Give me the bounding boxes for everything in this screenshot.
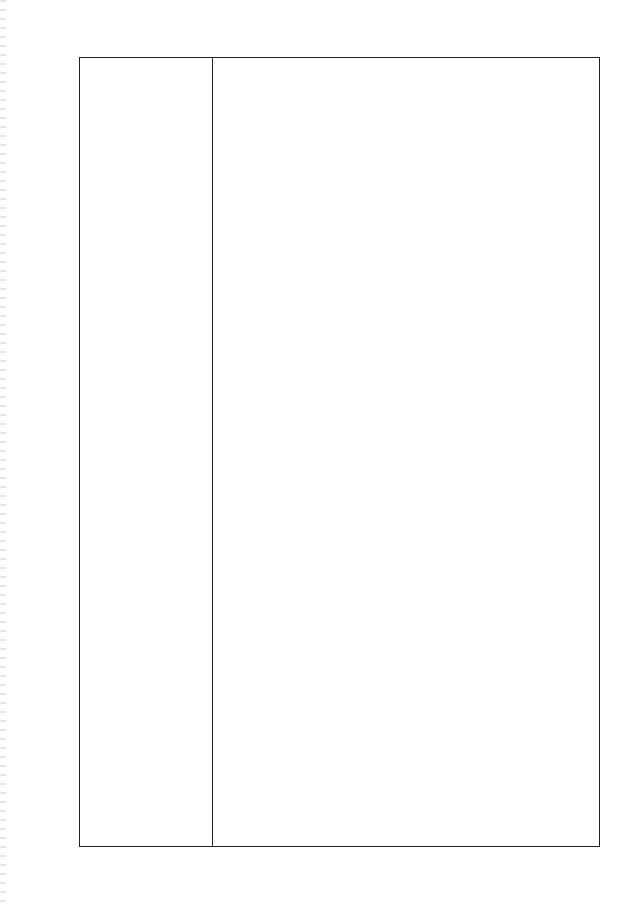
table-right-column [213, 58, 599, 846]
binding-edge-marks [0, 0, 6, 905]
document-table [79, 57, 600, 847]
